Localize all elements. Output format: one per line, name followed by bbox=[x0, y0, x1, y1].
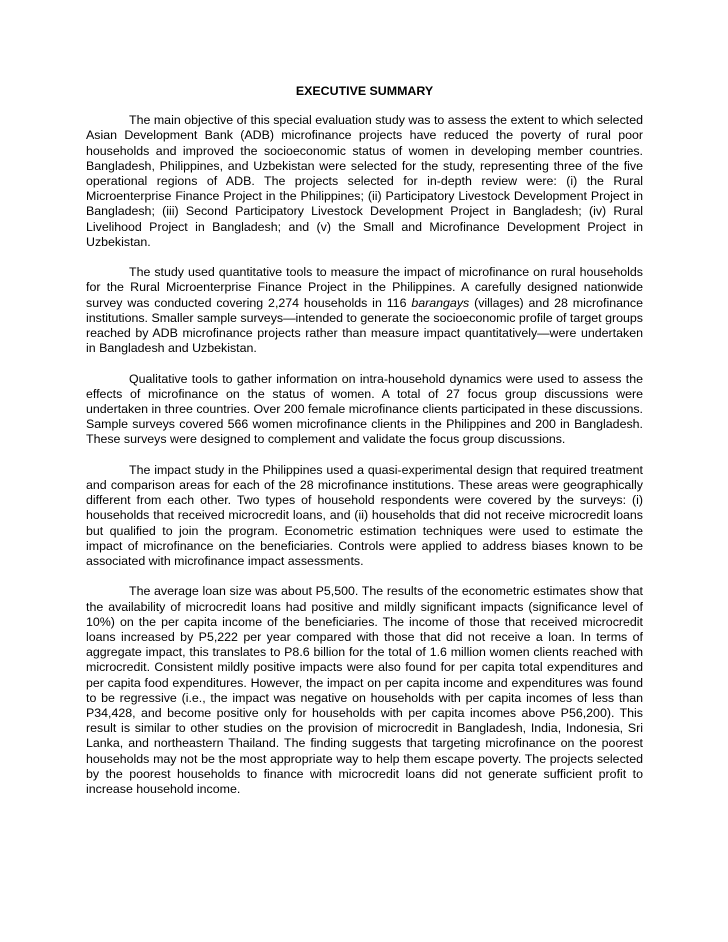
paragraph-impact-study: The impact study in the Philippines used a quasi-experimental design that required treatment and comparison areas for each of the 28 microfinance institutions. These areas were geographically different from each other. Two types of household respondents were covered by the surveys: (i) households that received microcredit loans, and (ii) households that did not receive microcredit loans but qualified to join the program. Econometric estimation techniques were used to estimate the impact of microfinance on the beneficiaries. Controls were applied to address biases known to be associated with microfinance impact assessments. bbox=[86, 462, 643, 569]
paragraph-loan-results: The average loan size was about P5,500. The results of the econometric estimates show that the availability of microcredit loans had positive and mildly significant impacts (significance level of 10%) on the per capita income of the beneficiaries. The income of those that received microcredit loans increased by P5,222 per year compared with those that did not receive a loan. In terms of aggregate impact, this translates to P8.6 billion for the total of 1.6 million women clients reached with microcredit. Consistent mildly positive impacts were also found for per capita total expenditures and per capita food expenditures. However, the impact on per capita income and expenditures was found to be regressive (i.e., the impact was negative on households with per capita incomes of less than P34,428, and become positive only for households with per capita incomes above P56,200). This result is similar to other studies on the provision of microcredit in Bangladesh, India, Indonesia, Sri Lanka, and northeastern Thailand. The finding suggests that targeting microfinance on the poorest households may not be the most appropriate way to help them escape poverty. The projects selected by the poorest households to finance with microcredit loans did not generate sufficient profit to increase household income. bbox=[86, 584, 643, 797]
paragraph-objective: The main objective of this special evaluation study was to assess the extent to which selected Asian Development Bank (ADB) microfinance projects have reduced the poverty of rural poor households and improved the socioeconomic status of women in developing member countries. Bangladesh, Philippines, and Uzbekistan were selected for the study, representing three of the five operational regions of ADB. The projects selected for in-depth review were: (i) the Rural Microenterprise Finance Project in the Philippines; (ii) Participatory Livestock Development Project in Bangladesh; (iii) Second Participatory Livestock Development Project in Bangladesh; (iv) Rural Livelihood Project in Bangladesh; and (v) the Small and Microfinance Development Project in Uzbekistan. bbox=[86, 113, 643, 249]
page-title: EXECUTIVE SUMMARY bbox=[295, 84, 434, 98]
document-page bbox=[86, 84, 643, 797]
paragraph-text: The study used quantitative tools to measure the impact of microfinance on rural households for the Rural Microenterprise Finance Project in the Philippines. A carefully designed nationwide survey was conducted covering 2,274 households in 116 bbox=[86, 265, 643, 310]
italic-term: barangays bbox=[411, 295, 470, 310]
paragraph-quantitative-tools bbox=[86, 265, 643, 356]
paragraph-qualitative-tools: Qualitative tools to gather information on intra-household dynamics were used to assess the effects of microfinance on the status of women. A total of 27 focus group discussions were undertaken in three countries. Over 200 female microfinance clients participated in these discussions. Sample surveys covered 566 women microfinance clients in the Philippines and 200 in Bangladesh. These surveys were designed to complement and validate the focus group discussions. bbox=[86, 371, 643, 447]
paragraph-text: (villages) and 28 microfinance institutions. Smaller sample surveys—intended to generate the socioeconomic profile of target groups reached by ADB microfinance projects rather than measure impact quantitatively—were undertaken in Bangladesh and Uzbekistan. bbox=[86, 295, 643, 356]
